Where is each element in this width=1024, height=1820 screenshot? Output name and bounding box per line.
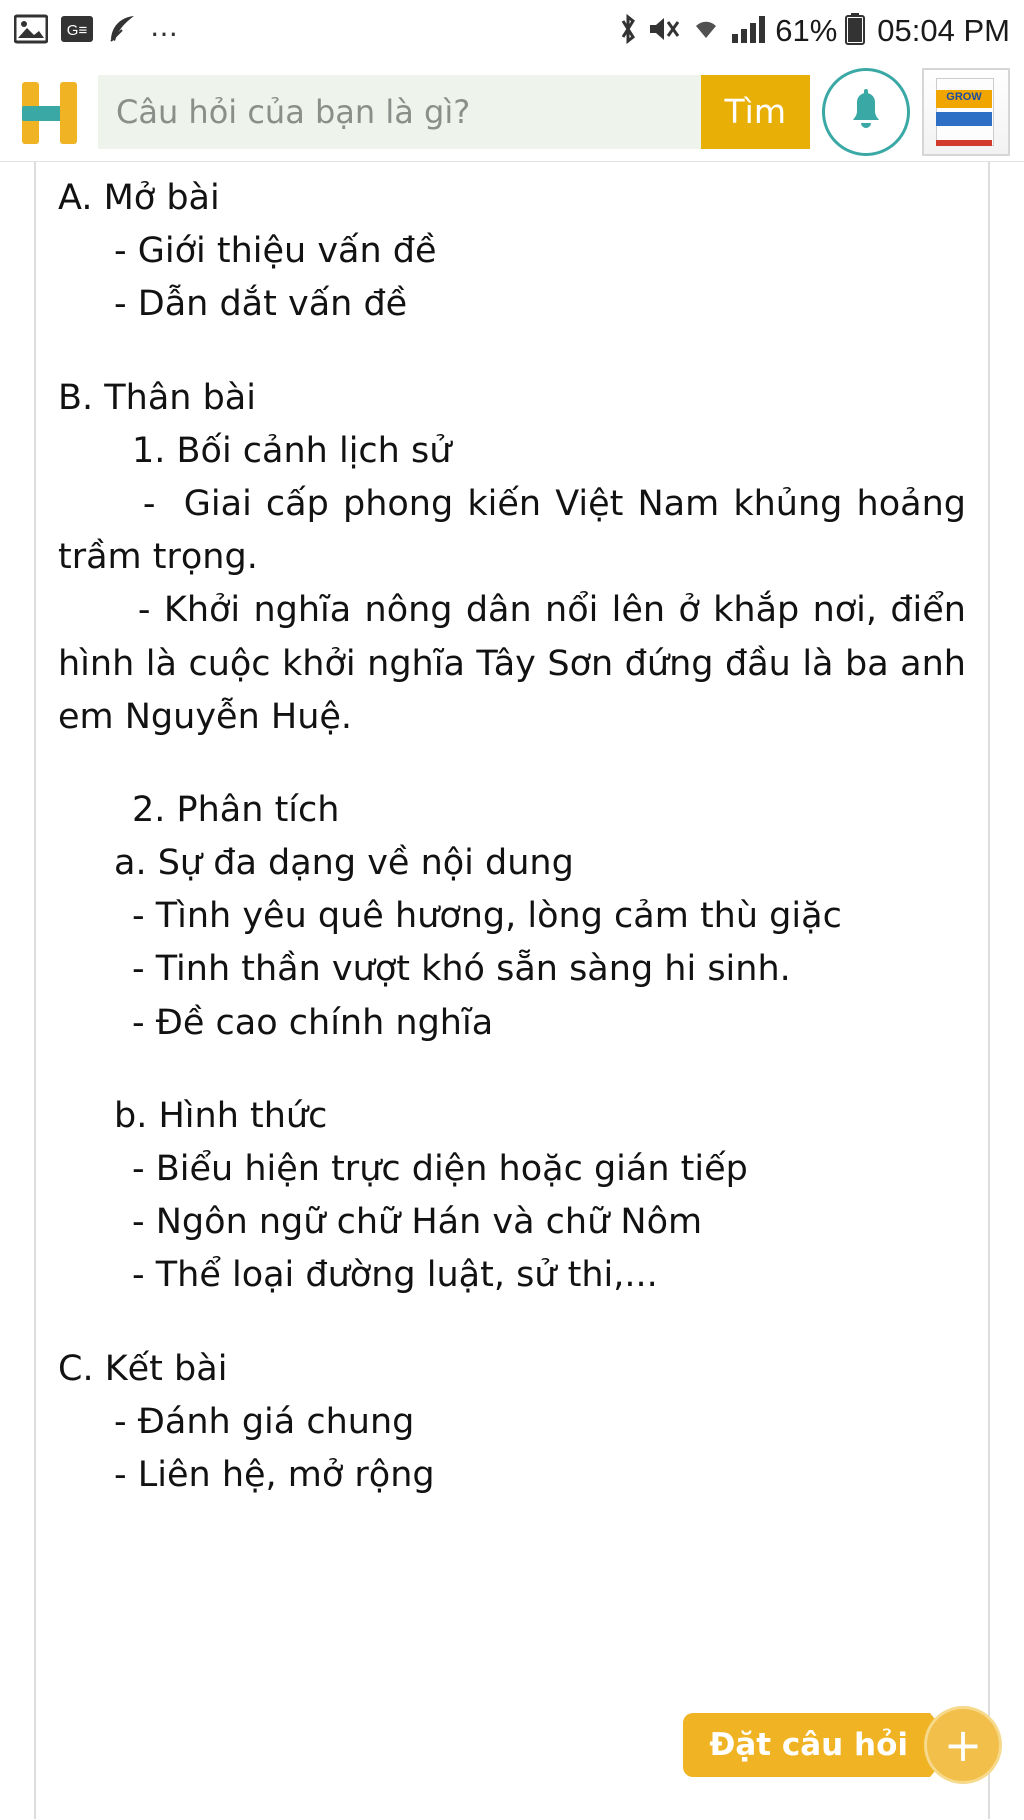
outline-line: 2. Phân tích bbox=[132, 789, 340, 830]
logo-bar-right bbox=[60, 82, 77, 144]
ad-product-red-stripe bbox=[936, 140, 992, 146]
outline-line: C. Kết bài bbox=[58, 1348, 228, 1389]
plus-icon[interactable]: + bbox=[924, 1706, 1002, 1784]
outline-line: b. Hình thức bbox=[114, 1095, 328, 1136]
content-rail-left bbox=[34, 162, 36, 1819]
ad-product-label: GROW bbox=[946, 90, 982, 103]
outline-gap bbox=[58, 1050, 966, 1090]
mute-icon bbox=[647, 13, 681, 49]
outline-line: - Biểu hiện trực diện hoặc gián tiếp bbox=[132, 1149, 748, 1189]
status-bar bbox=[0, 0, 1024, 62]
status-overflow-dots: … bbox=[150, 10, 180, 43]
outline-line: B. Thân bài bbox=[58, 377, 256, 418]
status-bar-left bbox=[14, 10, 180, 49]
wifi-icon bbox=[689, 14, 723, 48]
outline-line: - Đánh giá chung bbox=[114, 1401, 415, 1442]
outline-gap bbox=[58, 744, 966, 784]
notification-bell-icon[interactable] bbox=[822, 68, 910, 156]
battery-icon bbox=[845, 13, 865, 49]
outline-line: 1. Bối cảnh lịch sử bbox=[132, 430, 452, 471]
gmail-icon bbox=[60, 15, 94, 47]
ad-product-blue-stripe bbox=[936, 112, 992, 126]
ask-question-label[interactable]: Đặt câu hỏi bbox=[683, 1713, 930, 1777]
outline-line: - Khởi nghĩa nông dân nổi lên ở khắp nơi, điển hình là cuộc khởi nghĩa Tây Sơn đứng đầu là ba anh em Nguyễn Huệ. bbox=[58, 590, 978, 737]
outline-line: - Tinh thần vượt khó sẵn sàng hi sinh. bbox=[132, 949, 791, 990]
ad-banner-thumbnail[interactable] bbox=[922, 68, 1010, 156]
bluetooth-icon bbox=[617, 12, 639, 50]
ask-question-fab[interactable] bbox=[683, 1709, 1002, 1781]
content-rail-right bbox=[988, 162, 990, 1819]
outline-line: a. Sự đa dạng về nội dung bbox=[114, 843, 574, 884]
outline-line: A. Mở bài bbox=[58, 178, 220, 218]
outline-line: - Giới thiệu vấn đề bbox=[114, 231, 437, 272]
essay-outline bbox=[0, 172, 1024, 1502]
svg-text:G≡: G≡ bbox=[66, 22, 88, 39]
outline-line: - Giai cấp phong kiến Việt Nam khủng hoảng trầm trọng. bbox=[58, 483, 978, 578]
feather-icon bbox=[106, 13, 138, 49]
battery-percent: 61% bbox=[775, 13, 838, 48]
status-clock: 05:04 PM bbox=[877, 13, 1010, 48]
outline-gap bbox=[58, 1303, 966, 1343]
search-input[interactable] bbox=[98, 75, 701, 149]
search-bar bbox=[98, 75, 810, 149]
outline-line: - Thể loại đường luật, sử thi,... bbox=[132, 1255, 658, 1296]
search-button[interactable]: Tìm bbox=[701, 75, 810, 149]
outline-gap bbox=[58, 332, 966, 372]
signal-icon bbox=[731, 14, 767, 48]
outline-line: - Tình yêu quê hương, lòng cảm thù giặc bbox=[132, 896, 842, 937]
status-bar-right bbox=[617, 12, 1010, 50]
image-icon bbox=[14, 14, 48, 48]
answer-content bbox=[0, 162, 1024, 1819]
outline-line: - Đề cao chính nghĩa bbox=[132, 1002, 494, 1043]
outline-line: - Dẫn dắt vấn đề bbox=[114, 284, 408, 325]
outline-line: - Ngôn ngữ chữ Hán và chữ Nôm bbox=[132, 1202, 703, 1243]
hoidap247-logo[interactable] bbox=[14, 76, 86, 148]
outline-line: - Liên hệ, mở rộng bbox=[114, 1454, 435, 1495]
app-header bbox=[0, 62, 1024, 162]
